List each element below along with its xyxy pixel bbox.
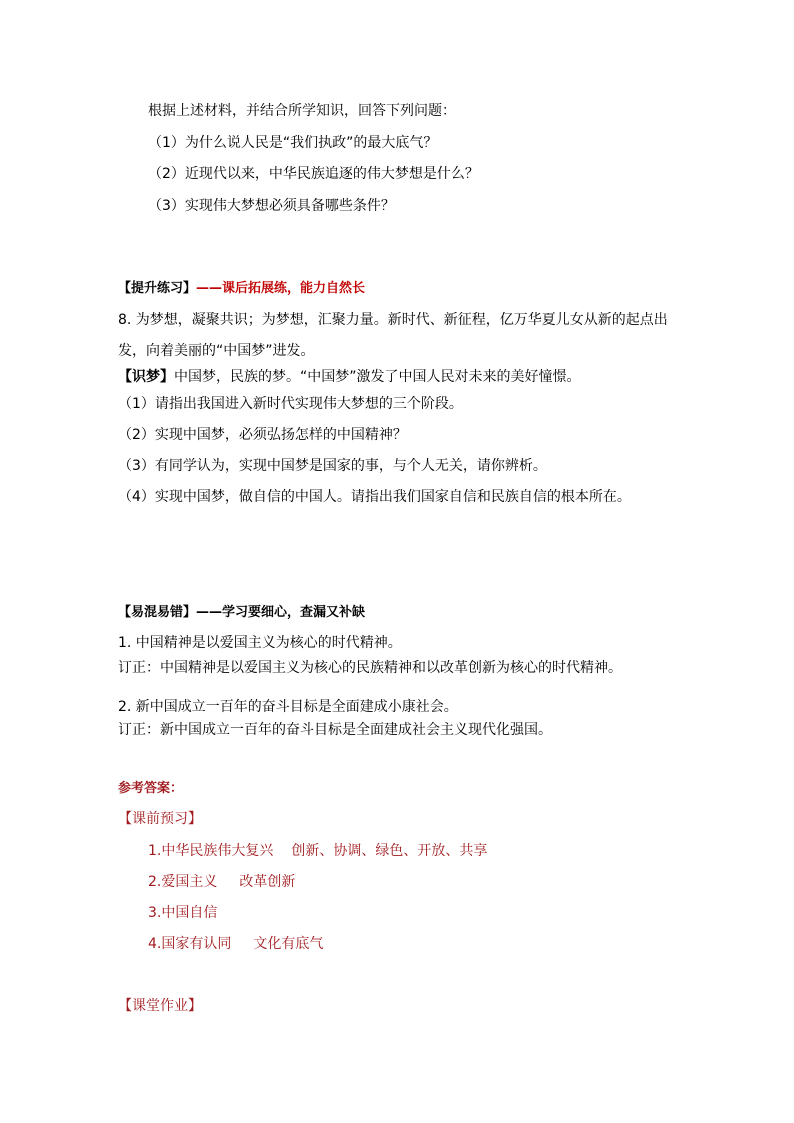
shimeng-line	[118, 368, 581, 386]
answer-item-1	[148, 842, 487, 860]
questions-intro: 根据上述材料，并结合所学知识，回答下列问题：	[148, 103, 456, 119]
sub-question-3: （3）有同学认为，实现中国梦是国家的事，与个人无关，请你辨析。	[118, 458, 547, 474]
practice-heading	[118, 280, 365, 298]
confusion-item-1: 1. 中国精神是以爱国主义为核心的时代精神。	[118, 635, 402, 651]
answer-item-3	[148, 904, 217, 922]
answer-item-2-label: 2.爱国主义	[148, 874, 218, 890]
preview-title: 【课前预习】	[118, 811, 202, 827]
answers-heading: 参考答案：	[118, 781, 184, 796]
answer-item-3-label: 3.中国自信	[148, 905, 218, 921]
sub-question-4: （4）实现中国梦，做自信的中国人。请指出我们国家自信和民族自信的根本所在。	[118, 489, 631, 505]
shimeng-text: 中国梦，民族的梦。“中国梦”激发了中国人民对未来的美好憧憬。	[174, 369, 581, 385]
question-1: （1）为什么说人民是“我们执政”的最大底气？	[148, 135, 438, 151]
confusion-item-2: 2. 新中国成立一百年的奋斗目标是全面建成小康社会。	[118, 699, 458, 715]
answer-item-4	[148, 935, 323, 953]
practice-subtitle: ——课后拓展练，能力自然长	[196, 281, 366, 296]
confusion-heading	[118, 604, 365, 622]
answer-item-4-extra: 文化有底气	[253, 936, 324, 952]
practice-bracket-title: 【提升练习】	[118, 281, 197, 296]
sub-question-2: （2）实现中国梦，必须弘扬怎样的中国精神？	[118, 427, 407, 443]
answer-item-2-extra: 改革创新	[239, 874, 296, 890]
item8-line1: 8. 为梦想，凝聚共识；为梦想，汇聚力量。新时代、新征程，亿万华夏儿女从新的起点出	[118, 312, 668, 328]
confusion-bracket-title: 【易混易错】	[118, 605, 197, 620]
shimeng-label: 【识梦】	[118, 369, 174, 385]
confusion-item-2-correction: 订正：新中国成立一百年的奋斗目标是全面建成社会主义现代化强国。	[118, 722, 552, 738]
question-2: （2）近现代以来，中华民族追逐的伟大梦想是什么？	[148, 166, 479, 182]
sub-question-1: （1）请指出我国进入新时代实现伟大梦想的三个阶段。	[118, 396, 463, 412]
answer-item-2	[148, 873, 295, 891]
answer-item-1-label: 1.中华民族伟大复兴	[148, 843, 274, 859]
question-3: （3）实现伟大梦想必须具备哪些条件？	[148, 198, 395, 214]
item8-line2: 发，向着美丽的“中国梦”进发。	[118, 343, 315, 359]
homework-title: 【课堂作业】	[118, 998, 202, 1014]
answer-item-4-label: 4.国家有认同	[148, 936, 232, 952]
confusion-item-1-correction: 订正：中国精神是以爱国主义为核心的民族精神和以改革创新为核心的时代精神。	[118, 660, 622, 676]
answer-item-1-extra: 创新、协调、绿色、开放、共享	[291, 843, 488, 859]
confusion-subtitle: ——学习要细心，查漏又补缺	[196, 605, 366, 620]
